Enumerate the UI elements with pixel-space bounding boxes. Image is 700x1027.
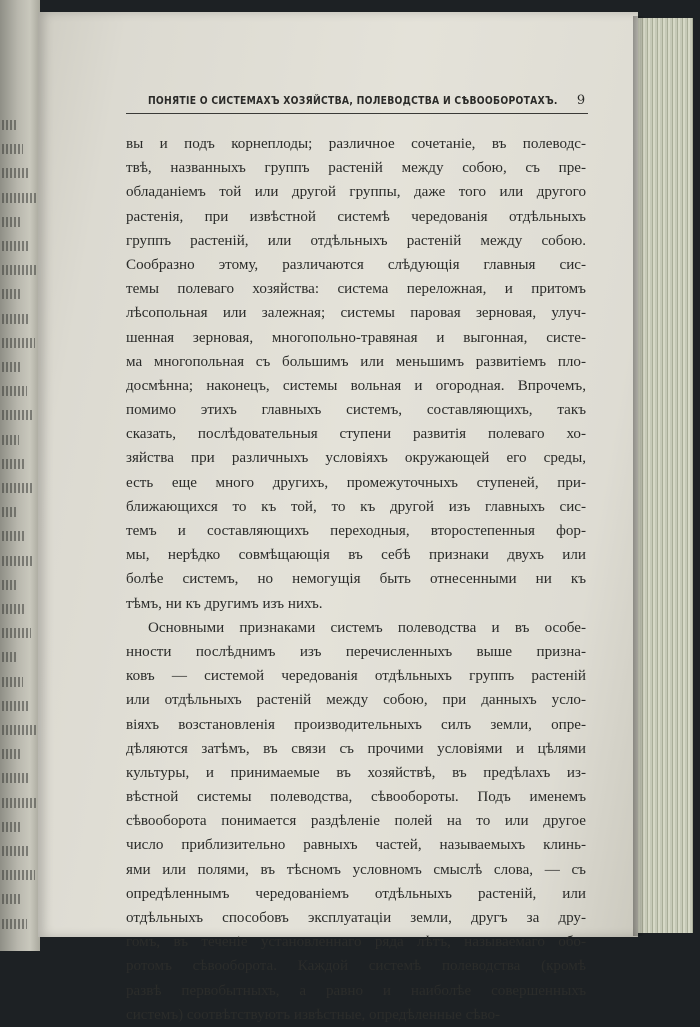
text-line: помимо этихъ главныхъ системъ, составляющихъ, такъ bbox=[126, 402, 586, 419]
previous-page-text-fragment bbox=[2, 144, 23, 154]
previous-page-text-fragment bbox=[2, 725, 37, 735]
previous-page-text-fragment bbox=[2, 217, 22, 227]
text-line: лѣсопольная или залежная; системы паровая зерновая, улуч- bbox=[126, 305, 586, 322]
previous-page-text-fragment bbox=[2, 289, 21, 299]
text-line: растенія, при извѣстной системѣ чередованія отдѣльныхъ bbox=[126, 208, 586, 225]
previous-page-text-fragment bbox=[2, 265, 36, 275]
text-line: вы и подъ корнеплоды; различное сочетаніе, въ полеводс- bbox=[126, 136, 586, 152]
text-line: вѣстной системы полеводства, сѣвообороты. Подъ именемъ bbox=[126, 789, 586, 806]
previous-page-text-fragment bbox=[2, 338, 35, 348]
previous-page-text-fragment bbox=[2, 822, 21, 832]
text-line: есть еще много другихъ, промежуточныхъ ступеней, при- bbox=[126, 474, 586, 491]
text-line: культуры, и принимаемые въ хозяйствѣ, въ предѣлахъ из- bbox=[126, 764, 586, 781]
previous-page-text-fragment bbox=[2, 677, 23, 687]
text-line: зяйства при различныхъ условіяхъ окружающей его среды, bbox=[126, 450, 586, 467]
previous-page-text-fragment bbox=[2, 846, 28, 856]
text-line: твѣ, названныхъ группъ растеній между собою, съ пре- bbox=[126, 160, 586, 177]
previous-page-text-fragment bbox=[2, 870, 35, 880]
text-line: тѣмъ, ни къ другимъ изъ нихъ. bbox=[126, 595, 323, 612]
previous-page-text-fragment bbox=[2, 894, 20, 904]
previous-page-text-fragment bbox=[2, 919, 27, 929]
paragraph-2 bbox=[126, 616, 586, 1027]
text-line: болѣе системъ, но немогущія быть отнесенными ни къ bbox=[126, 571, 586, 588]
text-line: обладаніемъ той или другой группы, даже того или другого bbox=[126, 184, 586, 201]
previous-page-text-fragment bbox=[2, 410, 34, 420]
running-head bbox=[120, 92, 586, 112]
text-line: сказать, послѣдовательныя ступени развитія полеваго хо- bbox=[126, 426, 586, 443]
previous-page-text-fragment bbox=[2, 580, 17, 590]
previous-page-text-fragment bbox=[2, 483, 33, 493]
previous-page-text-fragment bbox=[2, 556, 32, 566]
text-line: гомъ, въ теченіе установленнаго ряда лѣтъ, называемаго обо- bbox=[126, 934, 586, 951]
page-edge-shadow bbox=[633, 16, 645, 936]
previous-page-text-fragment bbox=[2, 241, 29, 251]
previous-page-text-fragment bbox=[2, 628, 31, 638]
previous-page-text-fragment bbox=[2, 120, 16, 130]
text-line: темы полеваго хозяйства: система переложная, и притомъ bbox=[126, 281, 586, 298]
text-line: ближающихся то къ той, то къ другой изъ главныхъ сис- bbox=[126, 498, 586, 515]
text-line: опредѣленнымъ чередованіемъ отдѣльныхъ растеній, или bbox=[126, 885, 586, 902]
previous-page-text-fragment bbox=[2, 701, 30, 711]
text-line: ями или полями, въ тѣсномъ условномъ смыслѣ слова, — съ bbox=[126, 861, 586, 878]
previous-page-text-fragment bbox=[2, 507, 18, 517]
previous-page-text-fragment bbox=[2, 773, 29, 783]
text-line: віяхъ возстановленія производительныхъ силъ земли, опре- bbox=[126, 716, 586, 733]
previous-page-text-fragment bbox=[2, 749, 22, 759]
previous-page-text-fragment bbox=[2, 531, 25, 541]
page-number: 9 bbox=[576, 93, 586, 108]
previous-page-text-fragment bbox=[2, 435, 19, 445]
text-line: число приблизительно равныхъ частей, называемыхъ клинь- bbox=[126, 837, 586, 854]
book-page bbox=[38, 12, 638, 1023]
previous-page-text-fragment bbox=[2, 314, 28, 324]
previous-page-text-fragment bbox=[2, 386, 27, 396]
previous-page-text-fragment bbox=[2, 362, 20, 372]
text-line: шенная зерновая, многопольно-травяная и выгонная, систе- bbox=[126, 329, 586, 346]
text-line: развѣ первобытныхъ, а равно и наиболѣе совершенныхъ bbox=[126, 982, 586, 999]
previous-page-text-fragments bbox=[0, 0, 40, 951]
paragraph-1 bbox=[126, 132, 586, 616]
previous-page-text-fragment bbox=[2, 798, 36, 808]
running-head-title: ПОНЯТІЕ О СИСТЕМАХЪ ХОЗЯЙСТВА, ПОЛЕВОДСТВА И СѢВООБОРОТАХЪ. bbox=[148, 95, 558, 107]
body-text bbox=[126, 132, 586, 1027]
text-line: мы, нерѣдко совмѣщающія въ себѣ признаки двухъ или bbox=[126, 547, 586, 564]
text-line: досмѣнна; наконецъ, системы вольная и огородная. Впрочемъ, bbox=[126, 377, 586, 394]
text-line: темъ и составляющихъ переходныя, второстепенныя фор- bbox=[126, 523, 586, 539]
previous-page-text-fragment bbox=[2, 652, 16, 662]
header-rule bbox=[126, 113, 588, 114]
text-line: системъ) соотвѣтствуютъ извѣстные, опредѣленные сѣво- bbox=[126, 1006, 501, 1023]
previous-page-text-fragment bbox=[2, 168, 30, 178]
previous-page-text-fragment bbox=[2, 604, 24, 614]
text-line: ротомъ сѣвооборота. Каждой системѣ полеводства (кромѣ bbox=[126, 958, 586, 975]
text-line: или отдѣльныхъ растеній между собою, при данныхъ усло- bbox=[126, 692, 586, 709]
text-line: ма многопольная съ большимъ или меньшимъ развитіемъ пло- bbox=[126, 353, 586, 370]
text-line: Сообразно этому, различаются слѣдующія главныя сис- bbox=[126, 256, 586, 273]
text-line: дѣляются затѣмъ, въ связи съ прочими условіями и цѣлями bbox=[126, 740, 586, 757]
text-line: нности послѣднимъ изъ перечисленныхъ выше призна- bbox=[126, 643, 586, 660]
text-line: ковъ — системой чередованія отдѣльныхъ группъ растеній bbox=[126, 668, 586, 685]
previous-page-text-fragment bbox=[2, 459, 26, 469]
text-line: Основными признаками системъ полеводства и въ особе- bbox=[148, 619, 586, 636]
previous-page-text-fragment bbox=[2, 193, 37, 203]
text-line: группъ растеній, или отдѣльныхъ растеній между собою. bbox=[126, 232, 586, 249]
text-line: сѣвооборота понимается раздѣленіе полей на то или другое bbox=[126, 813, 586, 830]
previous-page-edge bbox=[0, 0, 40, 951]
text-line: отдѣльныхъ способовъ эксплуатаціи земли, другъ за дру- bbox=[126, 910, 586, 926]
